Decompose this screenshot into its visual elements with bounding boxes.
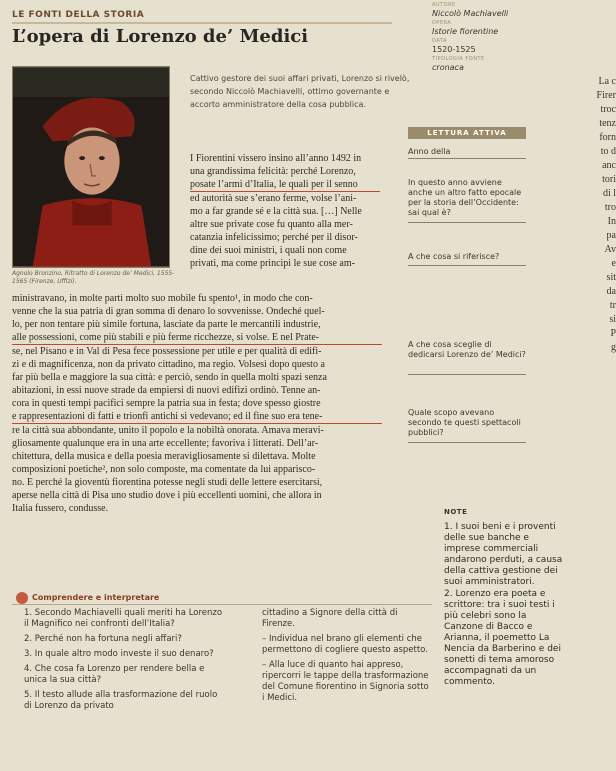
text-line: cora in questi tempi pacifici sempre la patria sua in festa; dove spesso giostre bbox=[12, 398, 321, 409]
margin-word: tori bbox=[602, 174, 616, 185]
margin-word: troc bbox=[600, 104, 616, 115]
text-line: composizioni poetiche², non solo composte, ma comentate da lui apparisco- bbox=[12, 464, 316, 475]
portrait-lorenzo bbox=[12, 66, 170, 268]
annotation-epochal: In questo anno avviene anche un altro fatto epocale per la storia dell’Occidente: sai qual è? bbox=[408, 178, 522, 217]
meta-label-type: TIPOLOGIA FONTE bbox=[432, 56, 485, 62]
margin-word: La c bbox=[598, 76, 616, 87]
margin-word: sit bbox=[606, 272, 616, 283]
margin-word: pa bbox=[606, 230, 616, 241]
meta-value-work: Istorie fiorentine bbox=[432, 27, 499, 36]
lettura-attiva-banner: LETTURA ATTIVA bbox=[408, 127, 526, 139]
text-line: ministravano, in molte parti molto suo mobile fu spento¹, in modo che con- bbox=[12, 293, 313, 304]
text-line: re la città sua abbondante, unito il popolo e la nobiltà onorata. Amava meravi- bbox=[12, 425, 324, 436]
text-line: Italia fussero, condusse. bbox=[12, 503, 109, 514]
text-line: abitazioni, in essi nuove strade da empiersi di nuovi edifizi ordinò. Tenne an- bbox=[12, 385, 321, 396]
answer-line bbox=[408, 442, 526, 443]
comprehension-rule bbox=[12, 604, 432, 605]
portrait-illustration bbox=[13, 67, 169, 267]
text-line: dine dei suoi ministri, i quali non come bbox=[190, 245, 347, 256]
question-item: – Individua nel brano gli elementi che permettono di cogliere questo aspetto. bbox=[262, 634, 428, 655]
main-text-full bbox=[12, 292, 382, 515]
question-item: 2. Perché non ha fortuna negli affari? bbox=[24, 634, 182, 644]
comprehension-questions-left bbox=[24, 608, 224, 716]
text-line: catanzia infelicissimo; perché per il disor- bbox=[190, 232, 358, 243]
answer-line bbox=[408, 265, 526, 266]
text-line: se, nel Pisano e in Val di Pesa fece possessione per utile e per qualità di edifi- bbox=[12, 346, 322, 357]
text-line: privati, ma come principi le sue cose am- bbox=[190, 258, 355, 269]
comprehension-icon bbox=[16, 592, 28, 604]
margin-word: In bbox=[607, 216, 616, 227]
meta-value-author: Niccolò Machiavelli bbox=[432, 9, 509, 18]
note-item: 2. Lorenzo era poeta e scrittore: tra i suoi testi i più celebri sono la Canzone di Bacco e Arianna, il poemetto La Nencia da Barberino e dei sonetti di tema amoroso accompagnati da un commento. bbox=[444, 589, 561, 687]
margin-word: da bbox=[606, 286, 616, 297]
notes-list bbox=[444, 522, 564, 689]
text-line-highlight: posate l’armi d’Italia, le quali per il senno bbox=[190, 178, 380, 192]
page-title: L’opera di Lorenzo de’ Medici bbox=[12, 26, 309, 47]
text-line: una grandissima felicità: perché Lorenzo, bbox=[190, 166, 356, 177]
text-line: far più bella e maggiore la sua città: e perciò, sendo in quella molti spazi senza bbox=[12, 372, 327, 383]
text-line: no. E perché la gioventù fiorentina potesse negli studi delle lettere esercitarsi, bbox=[12, 477, 323, 488]
margin-word: to d bbox=[600, 146, 616, 157]
question-item: 3. In quale altro modo investe il suo denaro? bbox=[24, 649, 214, 659]
margin-word: forn bbox=[599, 132, 616, 143]
text-line: lo, per non tentare più simile fortuna, lasciate da parte le mercantili industrie, bbox=[12, 319, 321, 330]
meta-value-date: 1520-1525 bbox=[432, 45, 476, 54]
margin-word: tro bbox=[604, 202, 616, 213]
text-line: mo a far grande sé e la città sua. […] Nelle bbox=[190, 206, 362, 217]
text-line: gliosamente qualunque era in una arte eccellente; favoriva i litterati. Dell’ar- bbox=[12, 438, 319, 449]
meta-label-author: AUTORE bbox=[432, 2, 456, 8]
note-item: 1. I suoi beni e i proventi delle sue banche e imprese commerciali andarono perduti, a causa della cattiva gestione dei suoi amministratori. bbox=[444, 522, 563, 587]
comprehension-heading: Comprendere e interpretare bbox=[32, 593, 160, 602]
text-line-highlight: alle possessioni, come più stabili e più ferme ricchezze, si volse. E nel Prate- bbox=[12, 331, 382, 345]
source-meta bbox=[432, 2, 562, 74]
meta-label-work: OPERA bbox=[432, 20, 452, 26]
margin-word: si bbox=[609, 314, 616, 325]
answer-line bbox=[408, 374, 526, 375]
intro-text: Cattivo gestore dei suoi affari privati, Lorenzo si rivelò, secondo Niccolò Machiavelli, ottimo governante e accorto amministratore della cosa pubblica. bbox=[190, 74, 410, 109]
meta-label-date: DATA bbox=[432, 38, 447, 44]
margin-word: e bbox=[611, 258, 616, 269]
answer-line bbox=[408, 222, 526, 223]
annotation-refers: A che cosa si riferisce? bbox=[408, 252, 500, 261]
annotation-year bbox=[408, 147, 528, 157]
margin-word: Av bbox=[604, 244, 616, 255]
annotation-dedicate: A che cosa sceglie di dedicarsi Lorenzo de’ Medici? bbox=[408, 340, 526, 359]
margin-word: g bbox=[611, 342, 616, 353]
text-line: ed autorità sue s’erano ferme, volse l’ani- bbox=[190, 193, 357, 204]
question-item: 4. Che cosa fa Lorenzo per rendere bella e unica la sua città? bbox=[24, 664, 205, 685]
margin-word: anc bbox=[602, 160, 616, 171]
question-item: 1. Secondo Machiavelli quali meriti ha Lorenzo il Magnifico nei confronti dell’Italia? bbox=[24, 608, 223, 629]
meta-value-type: cronaca bbox=[432, 63, 464, 72]
text-line: venne che la sua patria di gran somma di denaro lo sovvenisse. Ondeché quel- bbox=[12, 306, 325, 317]
header-rule bbox=[12, 22, 392, 24]
section-label: LE FONTI DELLA STORIA bbox=[12, 10, 145, 20]
text-line: I Fiorentini vissero insino all’anno 1492 in bbox=[190, 153, 362, 164]
main-text-column bbox=[190, 152, 380, 270]
comprehension-questions-right bbox=[262, 608, 432, 708]
text-line: aperse nella città di Pisa uno studio dove i più eccellenti uomini, che allora in bbox=[12, 490, 322, 501]
margin-word: tr bbox=[609, 300, 616, 311]
annotation-purpose: Quale scopo avevano secondo te questi spettacoli pubblici? bbox=[408, 408, 521, 437]
text-line-highlight: e rappresentazioni di fatti e trionfi antichi si vedevano; ed il fine suo era tene- bbox=[12, 410, 382, 424]
margin-word: P bbox=[610, 328, 616, 339]
portrait-caption: Agnolo Bronzino, Ritratto di Lorenzo de’ Medici, 1555-1565 (Firenze, Uffizi). bbox=[12, 270, 175, 285]
text-line: altre sue private cose fu quanto alla mer- bbox=[190, 219, 353, 230]
margin-word: di l bbox=[602, 188, 616, 199]
answer-line bbox=[408, 158, 526, 159]
question-item: – Alla luce di quanto hai appreso, ripercorri le tappe della trasformazione del Comune fiorentino in Signoria sotto i Medici. bbox=[262, 660, 429, 703]
text-line: zi e di magnificenza, non da privato cittadino, ma regio. Volsesi dopo questo a bbox=[12, 359, 325, 370]
notes-heading: NOTE bbox=[444, 508, 468, 516]
margin-word: tenz bbox=[599, 118, 616, 129]
question-item: 5. Il testo allude alla trasformazione del ruolo di Lorenzo da privato bbox=[24, 690, 218, 711]
text-line: chitettura, della musica e della poesia meravigliosamente si dilettava. Molte bbox=[12, 451, 316, 462]
question-item: cittadino a Signore della città di Firenze. bbox=[262, 608, 398, 629]
annotation-year-label: Anno della bbox=[408, 147, 451, 156]
margin-word: Firer bbox=[596, 90, 616, 101]
